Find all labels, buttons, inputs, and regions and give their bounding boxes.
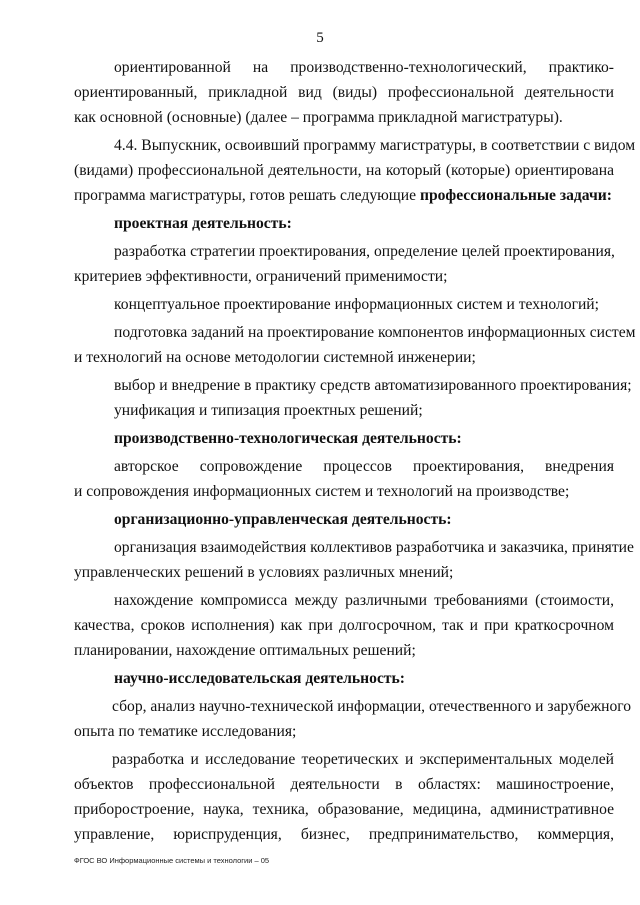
text-line: нахождение компромисса между различными требованиями (стоимости, [114, 592, 614, 609]
page-footer: ФГОС ВО Информационные системы и технологии – 05 [74, 856, 270, 865]
text-line: сбор, анализ научно-технической информации, отечественного и зарубежного [112, 698, 632, 715]
text-line: ориентированной на производственно-технологический, практико- [114, 59, 614, 76]
text-line: авторское сопровождение процессов проектирования, внедрения [114, 458, 614, 475]
text-line: концептуальное проектирование информационных систем и технологий; [114, 296, 599, 313]
text-line: научно-исследовательская деятельность: [114, 670, 405, 687]
text-line: программа магистратуры, готов решать следующие профессиональные задачи: [74, 187, 612, 204]
text-line: ориентированный, прикладной вид (виды) профессиональной деятельности [74, 84, 614, 101]
text-line: критериев эффективности, ограничений применимости; [74, 268, 448, 285]
text-line: и технологий на основе методологии системной инженерии; [74, 349, 476, 366]
text-line: и сопровождения информационных систем и технологий на производстве; [74, 483, 570, 500]
text-line: подготовка заданий на проектирование компонентов информационных систем [114, 324, 636, 341]
page-number: 5 [316, 30, 324, 46]
text-line: выбор и внедрение в практику средств автоматизированного проектирования; [114, 377, 632, 394]
text-line: унификация и типизация проектных решений; [114, 402, 423, 419]
text-line: планировании, нахождение оптимальных решений; [74, 642, 416, 659]
text-line: разработка и исследование теоретических и экспериментальных моделей [112, 751, 614, 768]
text-line: как основной (основные) (далее – программа прикладной магистратуры). [74, 109, 563, 126]
text-line: (видами) профессиональной деятельности, на который (которые) ориентирована [74, 162, 614, 179]
text-line: управленческих решений в условиях различных мнений; [74, 564, 454, 581]
text-line: проектная деятельность: [114, 215, 292, 232]
text-line: разработка стратегии проектирования, определение целей проектирования, [114, 243, 615, 260]
text-line: приборостроение, наука, техника, образование, медицина, административное [74, 801, 614, 818]
text-line: 4.4. Выпускник, освоивший программу магистратуры, в соответствии с видом [114, 137, 636, 154]
text-line: организация взаимодействия коллективов разработчика и заказчика, принятие [114, 539, 634, 556]
document-body [74, 55, 636, 847]
text-line: качества, сроков исполнения) как при долгосрочном, так и при краткосрочном [74, 617, 614, 634]
text-line: опыта по тематике исследования; [74, 723, 297, 740]
text-line: производственно-технологическая деятельность: [114, 430, 462, 447]
text-line: организационно-управленческая деятельность: [114, 511, 452, 528]
text-line: объектов профессиональной деятельности в областях: машиностроение, [74, 776, 614, 793]
text-line: управление, юриспруденция, бизнес, предпринимательство, коммерция, [74, 826, 614, 843]
